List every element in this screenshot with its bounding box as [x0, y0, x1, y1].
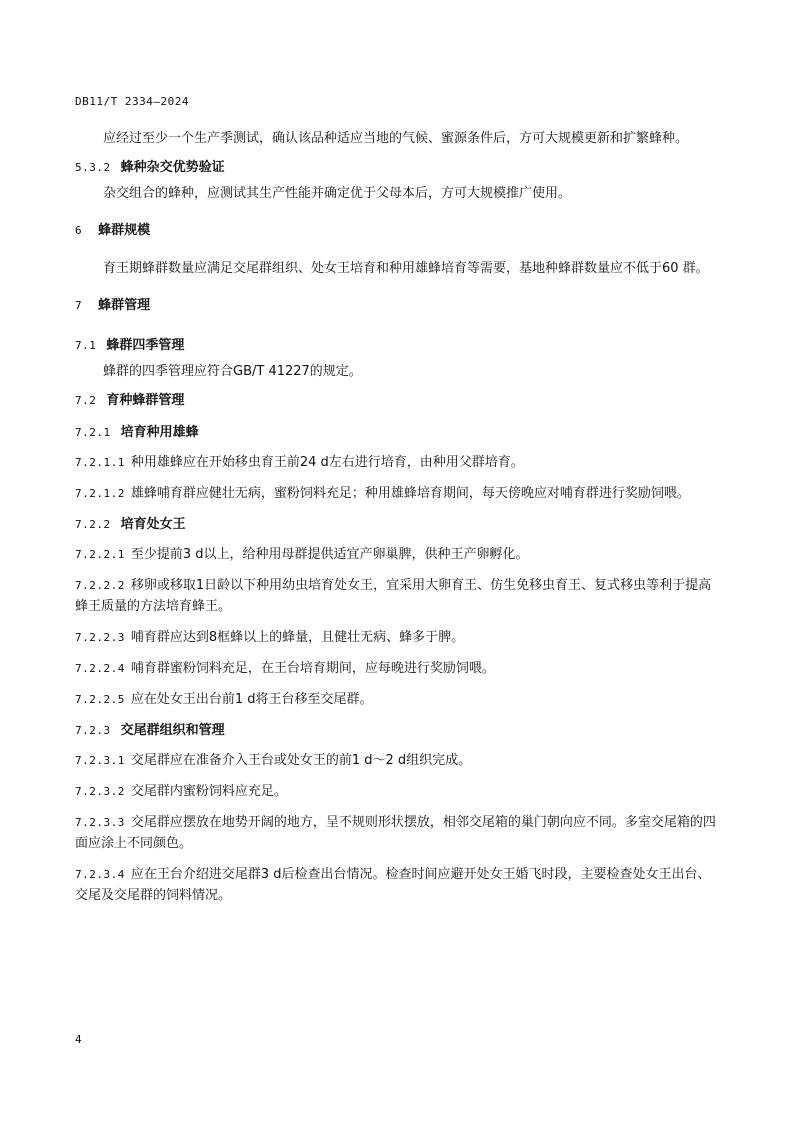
clause-item	[75, 483, 720, 504]
clause-text: 应在处女王出台前1 d将王台移至交尾群。	[130, 692, 373, 707]
clause-item	[75, 658, 720, 679]
section-number: 7.2.3	[75, 724, 111, 737]
document-id-header: DB11/T 2334—2024	[75, 95, 189, 108]
section-heading-7	[75, 297, 720, 315]
section-heading-7-2	[75, 392, 720, 410]
clause-number: 7.2.2.2	[75, 579, 125, 592]
clause-number: 7.2.2.3	[75, 631, 125, 644]
clause-number: 7.2.1.1	[75, 456, 125, 469]
clause-item	[75, 575, 720, 617]
clause-number: 7.2.3.4	[75, 868, 125, 881]
section-title: 育种蜂群管理	[106, 393, 185, 408]
paragraph: 杂交组合的蜂种，应测试其生产性能并确定优于父母本后，方可大规模推广使用。	[103, 186, 572, 201]
clause-item	[75, 544, 720, 565]
section-title: 蜂群四季管理	[106, 338, 185, 353]
section-number: 7	[75, 299, 83, 312]
clause-item	[75, 781, 720, 802]
clause-text: 移卵或移取1日龄以下种用幼虫培育处女王，宜采用大卵育王、仿生免移虫育王、复式移虫等利于提高蜂王质量的方法培育蜂王。	[75, 578, 712, 614]
clause-text: 种用雄蜂应在开始移虫育王前24 d左右进行培育，由种用父群培育。	[130, 455, 524, 470]
section-number: 7.2	[75, 394, 97, 407]
section-title: 培育种用雄蜂	[120, 425, 199, 440]
clause-number: 7.2.3.1	[75, 754, 125, 767]
clause-number: 7.2.3.3	[75, 816, 125, 829]
clause-item	[75, 689, 720, 710]
clause-item	[75, 452, 720, 473]
section-title: 交尾群组织和管理	[120, 723, 225, 738]
clause-number: 7.2.2.4	[75, 662, 125, 675]
clause-number: 7.2.1.2	[75, 487, 125, 500]
section-title: 蜂种杂交优势验证	[120, 160, 225, 175]
clause-text: 雄蜂哺育群应健壮无病，蜜粉饲料充足；种用雄蜂培育期间，每天傍晚应对哺育群进行奖励饲喂。	[130, 486, 690, 501]
clause-number: 7.2.3.2	[75, 785, 125, 798]
paragraph: 育王期蜂群数量应满足交尾群组织、处女王培育和种用雄蜂培育等需要，基地种蜂群数量应不低于60 群。	[103, 261, 709, 276]
section-heading-7-2-2	[75, 516, 720, 534]
page-number: 4	[75, 1033, 82, 1046]
clause-text: 哺育群蜜粉饲料充足，在王台培育期间，应每晚进行奖励饲喂。	[130, 661, 495, 676]
clause-number: 7.2.2.5	[75, 693, 125, 706]
paragraph: 蜂群的四季管理应符合GB/T 41227的规定。	[103, 364, 362, 379]
section-title: 蜂群规模	[98, 223, 151, 238]
section-number: 7.1	[75, 339, 97, 352]
clause-item	[75, 627, 720, 648]
document-body	[75, 128, 720, 906]
section-number: 6	[75, 224, 83, 237]
clause-text: 哺育群应达到8框蜂以上的蜂量，且健壮无病、蜂多于脾。	[130, 630, 465, 645]
section-number: 7.2.1	[75, 426, 111, 439]
paragraph: 应经过至少一个生产季测试，确认该品种适应当地的气候、蜜源条件后，方可大规模更新和扩繁蜂种。	[103, 131, 689, 146]
clause-item	[75, 812, 720, 854]
clause-item	[75, 750, 720, 771]
section-heading-7-2-3	[75, 722, 720, 740]
clause-text: 应在王台介绍进交尾群3 d后检查出台情况。检查时间应避开处女王婚飞时段，主要检查处女王出台、交尾及交尾群的饲料情况。	[75, 867, 711, 903]
clause-text: 交尾群内蜜粉饲料应充足。	[130, 784, 287, 799]
section-title: 蜂群管理	[98, 298, 151, 313]
section-title: 培育处女王	[120, 517, 186, 532]
clause-text: 交尾群应摆放在地势开阔的地方，呈不规则形状摆放，相邻交尾箱的巢门朝向应不同。多室交尾箱的四面应涂上不同颜色。	[75, 815, 716, 851]
section-heading-7-2-1	[75, 424, 720, 442]
section-heading-7-1	[75, 337, 720, 355]
clause-text: 交尾群应在准备介入王台或处女王的前1 d～2 d组织完成。	[130, 753, 472, 768]
clause-number: 7.2.2.1	[75, 548, 125, 561]
clause-text: 至少提前3 d以上，给种用母群提供适宜产卵巢脾，供种王产卵孵化。	[130, 547, 529, 562]
section-number: 5.3.2	[75, 161, 111, 174]
section-heading-6	[75, 222, 720, 240]
section-number: 7.2.2	[75, 518, 111, 531]
clause-item	[75, 864, 720, 906]
section-heading-5-3-2	[75, 159, 720, 177]
